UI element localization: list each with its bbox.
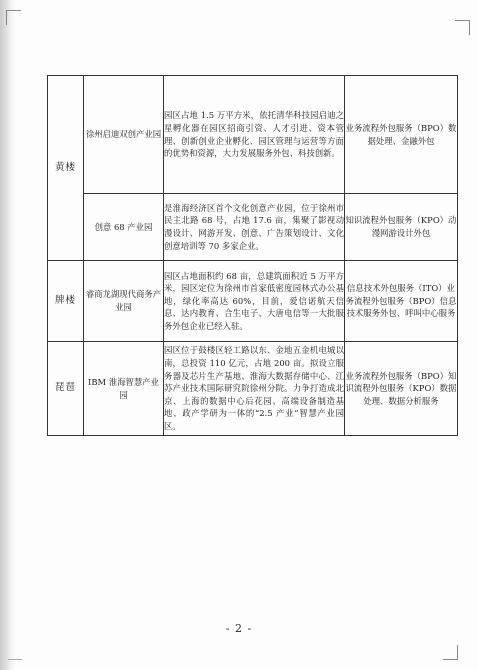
park-description: 园区位于鼓楼区轻工路以东、金地五金机电城以南，总投资 110 亿元，占地 200 亩。拟设立服务器及芯片生产基地、淮海大数据存储中心、江苏产业技术国际研究院徐州分院。力争打造成北京、上海的数据中心后花园、高端设备制造基地、政产学研为一体的“2.5 产业”智慧产业园区。 [164,345,344,431]
park-name: 睿商龙湖现代商务产业园 [85,289,162,312]
park-name: 徐州启迪双创产业园 [85,129,162,140]
park-description-cell [164,194,345,261]
park-name-cell [84,194,164,261]
district-cell [48,76,84,261]
table-row [48,342,458,436]
service-outsourcing-parks-table [47,75,458,436]
park-name: 创意 68 产业园 [94,221,153,232]
park-description: 园区占地面积约 68 亩，总建筑面积近 5 万平方米，园区定位为徐州市首家低密度园林式办公基地，绿化率高达 60%，目前，爱信诺航天信息、达内教育、合生电子、大唐电信等一大批服务外包企业已经入驻。 [164,270,344,331]
service-types: 知识流程外包服务（KPO）动漫网游设计外包 [345,215,457,238]
service-types: 信息技术外包服务（ITO）业务流程外包服务（BPO）信息技术服务外包、呼叫中心服务 [345,283,457,319]
park-name: IBM 淮海智慧产业园 [88,376,159,400]
park-description: 是淮海经济区首个文化创意产业园，位于徐州市民主北路 68 号，占地 17.6 亩，集聚了影视动漫设计、网游开发、创意、广告策划设计、文化创意培训等 70 多家企业。 [164,202,344,251]
service-types: 业务流程外包服务（BPO）知识流程外包服务（KPO）数据处理、数据分析服务 [345,370,457,406]
table-row [48,76,458,194]
page-number: - 2 - [225,622,253,635]
crop-mark-top-right [455,20,470,35]
crop-mark-bottom-left [8,645,22,660]
district-cell [48,261,84,342]
park-description-cell [164,76,345,194]
park-description-cell [164,261,345,342]
table-row [48,194,458,261]
district-name: 牌楼 [54,294,76,306]
crop-mark-bottom-right [443,645,458,660]
district-cell [48,342,84,436]
table-row [48,261,458,342]
park-name-cell [84,342,164,436]
service-type-cell [345,342,458,436]
service-types: 业务流程外包服务（BPO）数据处理、金融外包 [345,122,457,146]
service-type-cell [345,194,458,261]
district-name: 琵琶 [54,382,76,394]
park-description-cell [164,342,345,436]
binding-shadow [0,0,16,670]
crop-mark-top-left [6,10,21,25]
park-description: 园区占地 1.5 万平方米，依托清华科技园启迪之星孵化器在园区招商引资、人才引进、资本管理、创新创业企业孵化、园区管理与运营等方面的优势和资源，大力发展服务外包、科技创新。 [164,110,344,159]
district-name: 黄楼 [54,161,76,173]
service-type-cell [345,261,458,342]
service-type-cell [345,76,458,194]
park-name-cell [84,261,164,342]
park-name-cell [84,76,164,194]
